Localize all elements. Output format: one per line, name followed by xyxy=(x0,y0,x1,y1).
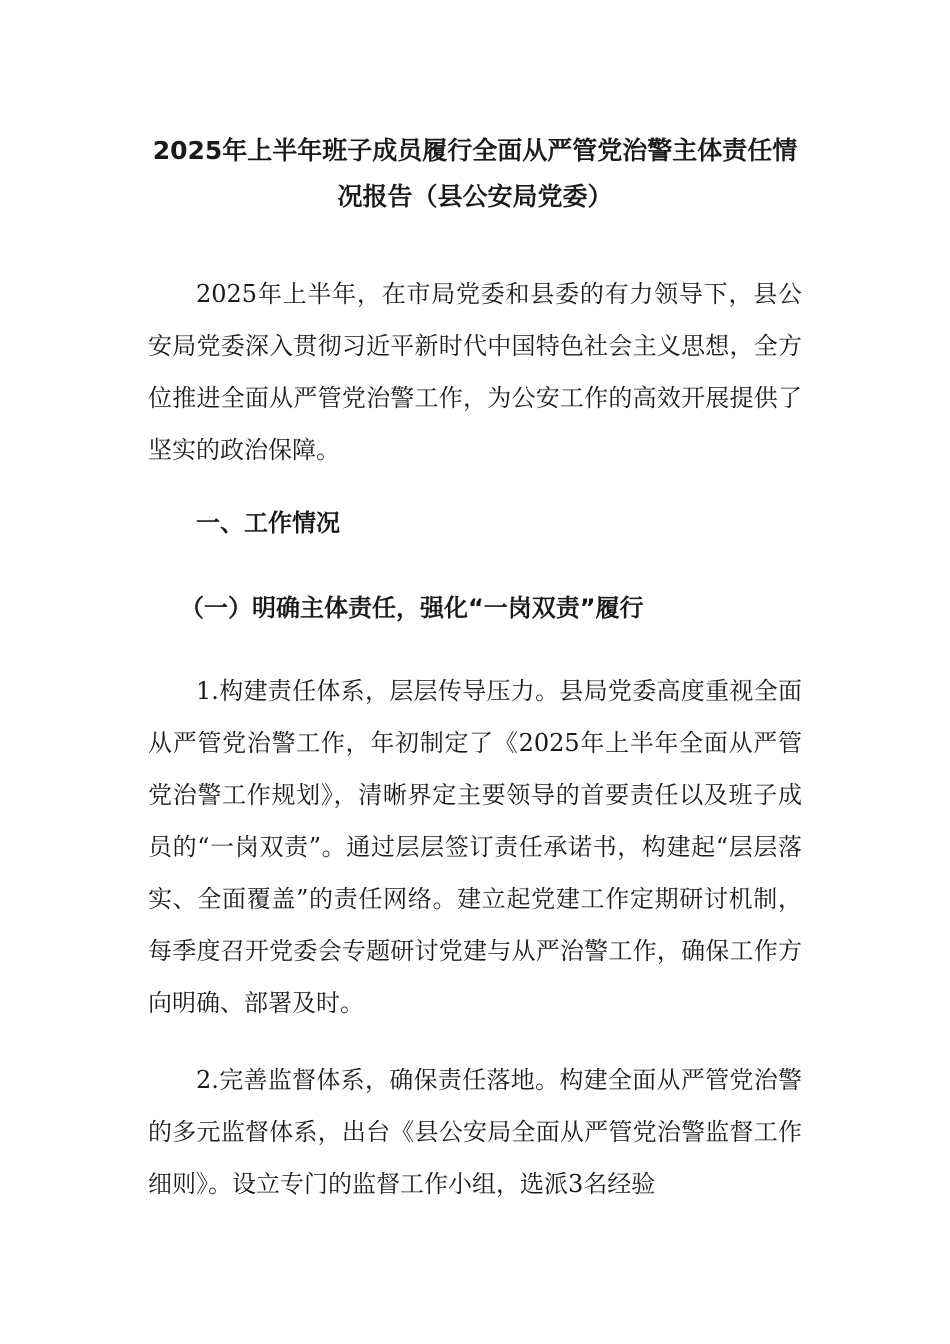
document-title: 2025年上半年班子成员履行全面从严管党治警主体责任情况报告（县公安局党委） xyxy=(152,136,798,211)
intro-paragraph: 2025年上半年，在市局党委和县委的有力领导下，县公安局党委深入贯彻习近平新时代中国特色社会主义思想，全方位推进全面从严管党治警工作，为公安工作的高效开展提供了坚实的政治保障。 xyxy=(148,280,802,464)
paragraph-item-1: 1.构建责任体系，层层传导压力。县局党委高度重视全面从严管党治警工作，年初制定了《2025年上半年全面从严管党治警工作规划》，清晰界定主要领导的首要责任以及班子成员的“一岗双责”。通过层层签订责任承诺书，构建起“层层落实、全面覆盖”的责任网络。建立起党建工作定期研讨机制，每季度召开党委会专题研讨党建与从严治警工作，确保工作方向明确、部署及时。 xyxy=(148,677,802,1017)
section-heading-work-status: 一、工作情况 xyxy=(196,509,340,537)
paragraph-item-2: 2.完善监督体系，确保责任落地。构建全面从严管党治警的多元监督体系，出台《县公安局全面从严管党治警监督工作细则》。设立专门的监督工作小组，选派3名经验 xyxy=(148,1066,802,1198)
subsection-heading-responsibility: （一）明确主体责任，强化“一岗双责”履行 xyxy=(180,594,644,622)
